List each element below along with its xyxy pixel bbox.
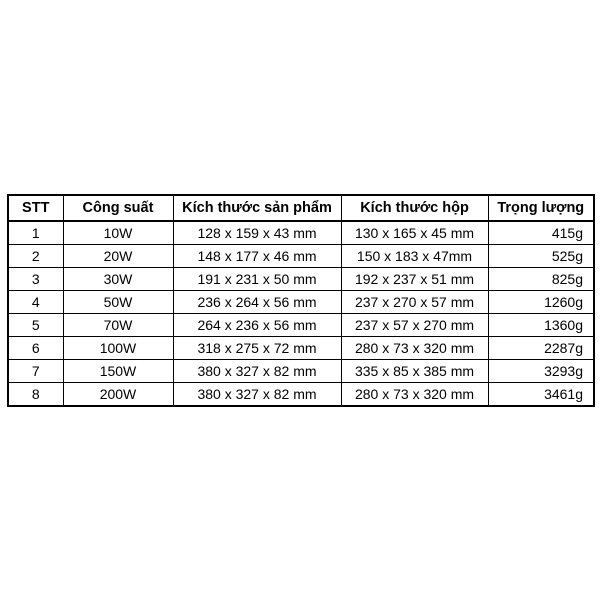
cell-product-size: 380 x 327 x 82 mm	[173, 360, 341, 383]
cell-weight: 415g	[488, 221, 594, 245]
header-power: Công suất	[63, 195, 173, 221]
cell-power: 70W	[63, 314, 173, 337]
cell-power: 200W	[63, 383, 173, 407]
cell-product-size: 128 x 159 x 43 mm	[173, 221, 341, 245]
table-row	[8, 245, 594, 268]
cell-power: 30W	[63, 268, 173, 291]
spec-table	[7, 194, 595, 407]
header-stt: STT	[8, 195, 63, 221]
cell-power: 150W	[63, 360, 173, 383]
cell-box-size: 237 x 57 x 270 mm	[341, 314, 488, 337]
cell-box-size: 150 x 183 x 47mm	[341, 245, 488, 268]
table-row	[8, 383, 594, 407]
table-row	[8, 337, 594, 360]
cell-box-size: 130 x 165 x 45 mm	[341, 221, 488, 245]
cell-product-size: 264 x 236 x 56 mm	[173, 314, 341, 337]
header-weight: Trọng lượng	[488, 195, 594, 221]
cell-stt: 8	[8, 383, 63, 407]
cell-stt: 2	[8, 245, 63, 268]
header-product-size: Kích thước sản phẩm	[173, 195, 341, 221]
cell-stt: 3	[8, 268, 63, 291]
cell-box-size: 237 x 270 x 57 mm	[341, 291, 488, 314]
cell-stt: 7	[8, 360, 63, 383]
cell-product-size: 236 x 264 x 56 mm	[173, 291, 341, 314]
cell-box-size: 335 x 85 x 385 mm	[341, 360, 488, 383]
cell-power: 10W	[63, 221, 173, 245]
cell-product-size: 380 x 327 x 82 mm	[173, 383, 341, 407]
table-row	[8, 360, 594, 383]
cell-weight: 825g	[488, 268, 594, 291]
cell-stt: 5	[8, 314, 63, 337]
cell-box-size: 280 x 73 x 320 mm	[341, 383, 488, 407]
cell-power: 50W	[63, 291, 173, 314]
table-row	[8, 221, 594, 245]
cell-box-size: 280 x 73 x 320 mm	[341, 337, 488, 360]
cell-product-size: 318 x 275 x 72 mm	[173, 337, 341, 360]
cell-product-size: 148 x 177 x 46 mm	[173, 245, 341, 268]
cell-stt: 6	[8, 337, 63, 360]
table-row	[8, 291, 594, 314]
table-row	[8, 268, 594, 291]
cell-weight: 3293g	[488, 360, 594, 383]
table-row	[8, 314, 594, 337]
cell-weight: 3461g	[488, 383, 594, 407]
cell-power: 20W	[63, 245, 173, 268]
cell-weight: 525g	[488, 245, 594, 268]
table-header-row	[8, 195, 594, 221]
cell-power: 100W	[63, 337, 173, 360]
cell-stt: 1	[8, 221, 63, 245]
cell-product-size: 191 x 231 x 50 mm	[173, 268, 341, 291]
cell-weight: 1360g	[488, 314, 594, 337]
header-box-size: Kích thước hộp	[341, 195, 488, 221]
cell-weight: 1260g	[488, 291, 594, 314]
cell-box-size: 192 x 237 x 51 mm	[341, 268, 488, 291]
cell-weight: 2287g	[488, 337, 594, 360]
cell-stt: 4	[8, 291, 63, 314]
